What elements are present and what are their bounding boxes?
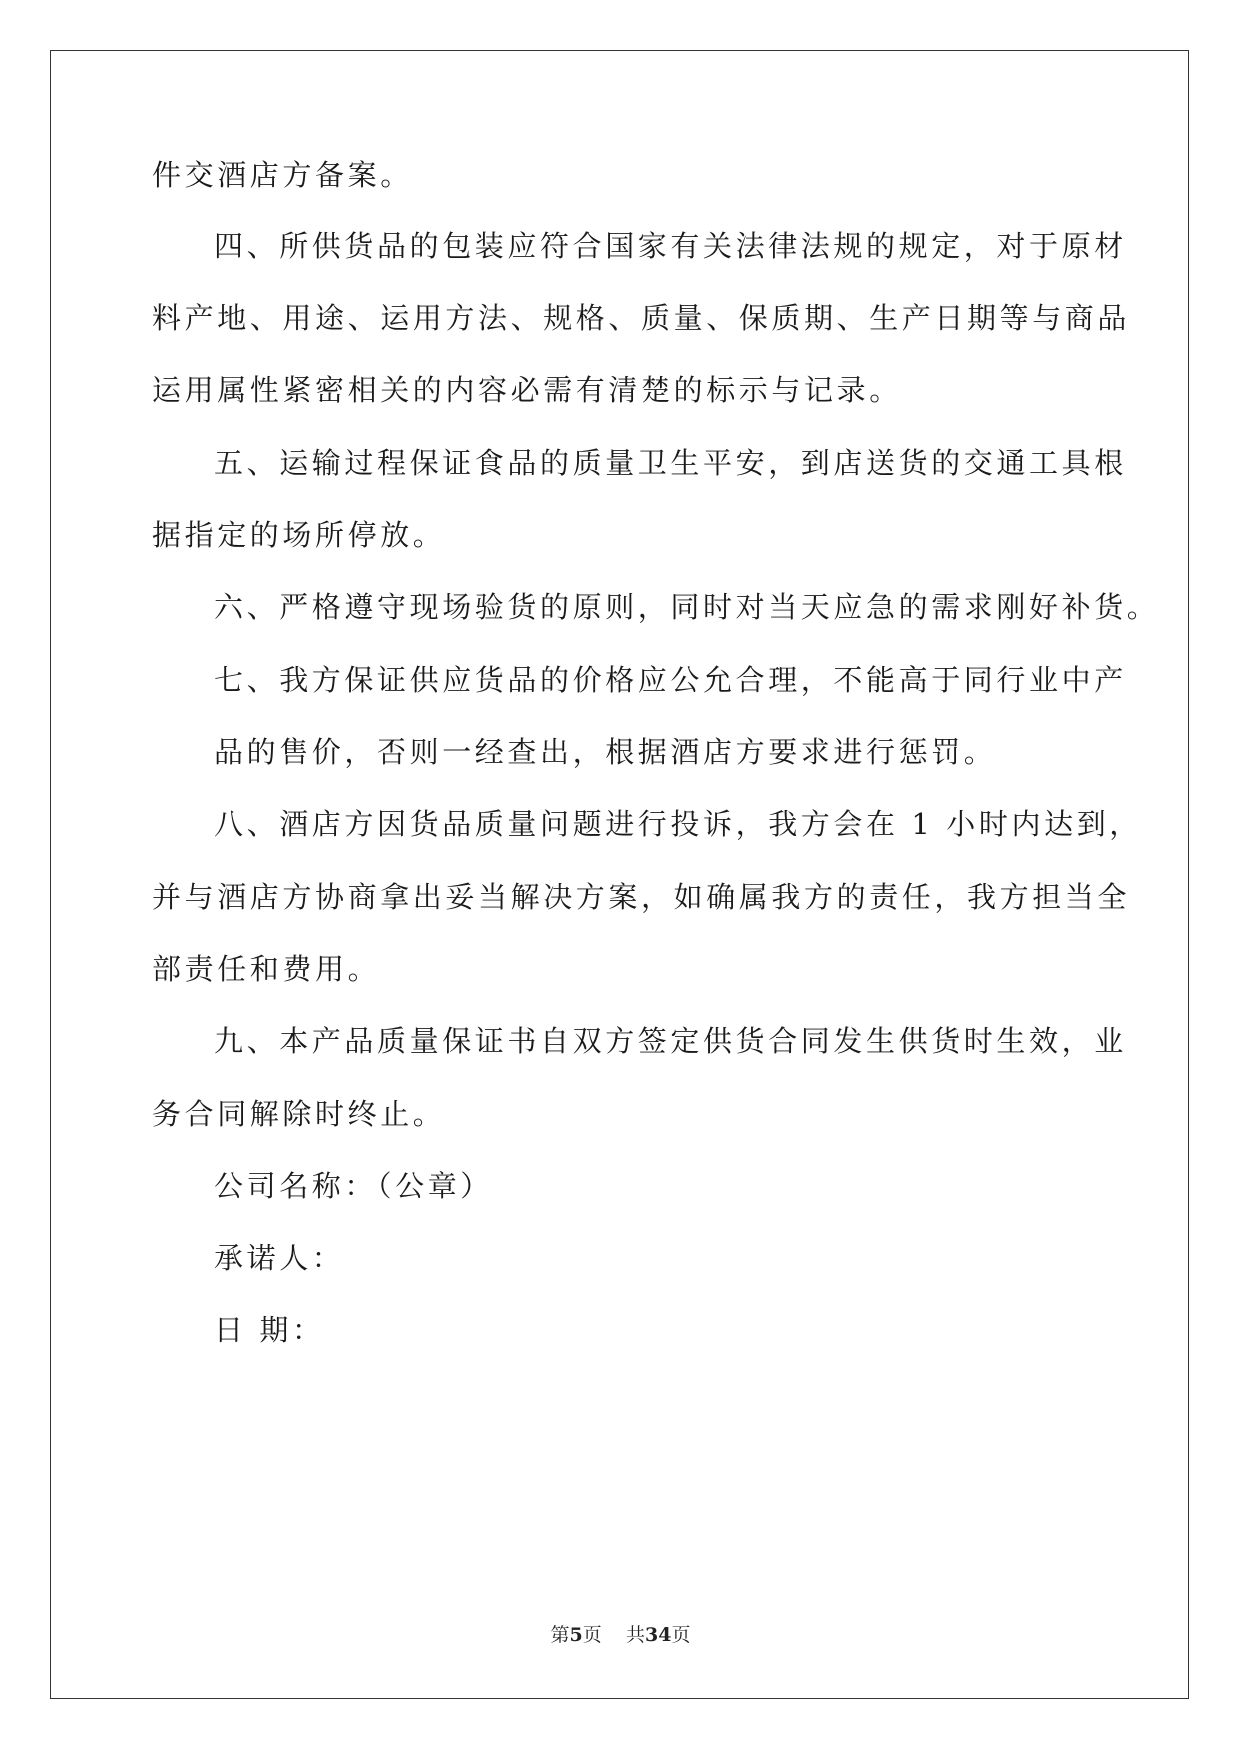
body-line: 四、所供货品的包装应符合国家有关法律法规的规定，对于原材 [214,229,1127,263]
page-footer [0,1620,1241,1647]
body-line: 六、严格遵守现场验货的原则，同时对当天应急的需求刚好补货。 [214,590,1160,624]
page-suffix: 页 [582,1624,602,1646]
promisor-line: 承诺人： [214,1241,345,1275]
body-line: 八、酒店方因货品质量问题进行投诉，我方会在 1 小时内达到， [214,807,1142,841]
company-name-line: 公司名称：（公章） [214,1169,493,1203]
page-prefix: 第 [550,1624,570,1646]
body-line: 部责任和费用。 [152,952,381,986]
body-line: 运用属性紧密相关的内容必需有清楚的标示与记录。 [152,373,902,407]
body-line: 五、运输过程保证食品的质量卫生平安，到店送货的交通工具根 [214,446,1127,480]
body-line: 品的售价，否则一经查出，根据酒店方要求进行惩罚。 [214,735,997,769]
page-number: 5 [569,1624,583,1646]
body-line: 并与酒店方协商拿出妥当解决方案，如确属我方的责任，我方担当全 [152,880,1131,914]
body-line: 件交酒店方备案。 [152,158,413,192]
body-line: 九、本产品质量保证书自双方签定供货合同发生供货时生效，业 [214,1024,1127,1058]
total-pages: 34 [644,1624,672,1646]
body-line: 七、我方保证供应货品的价格应公允合理，不能高于同行业中产 [214,663,1127,697]
body-line: 料产地、用途、运用方法、规格、质量、保质期、生产日期等与商品 [152,301,1131,335]
body-line: 据指定的场所停放。 [152,518,446,552]
total-suffix: 页 [671,1624,691,1646]
total-prefix: 共 [625,1624,645,1646]
date-line: 日 期： [214,1313,325,1347]
body-line: 务合同解除时终止。 [152,1097,446,1131]
